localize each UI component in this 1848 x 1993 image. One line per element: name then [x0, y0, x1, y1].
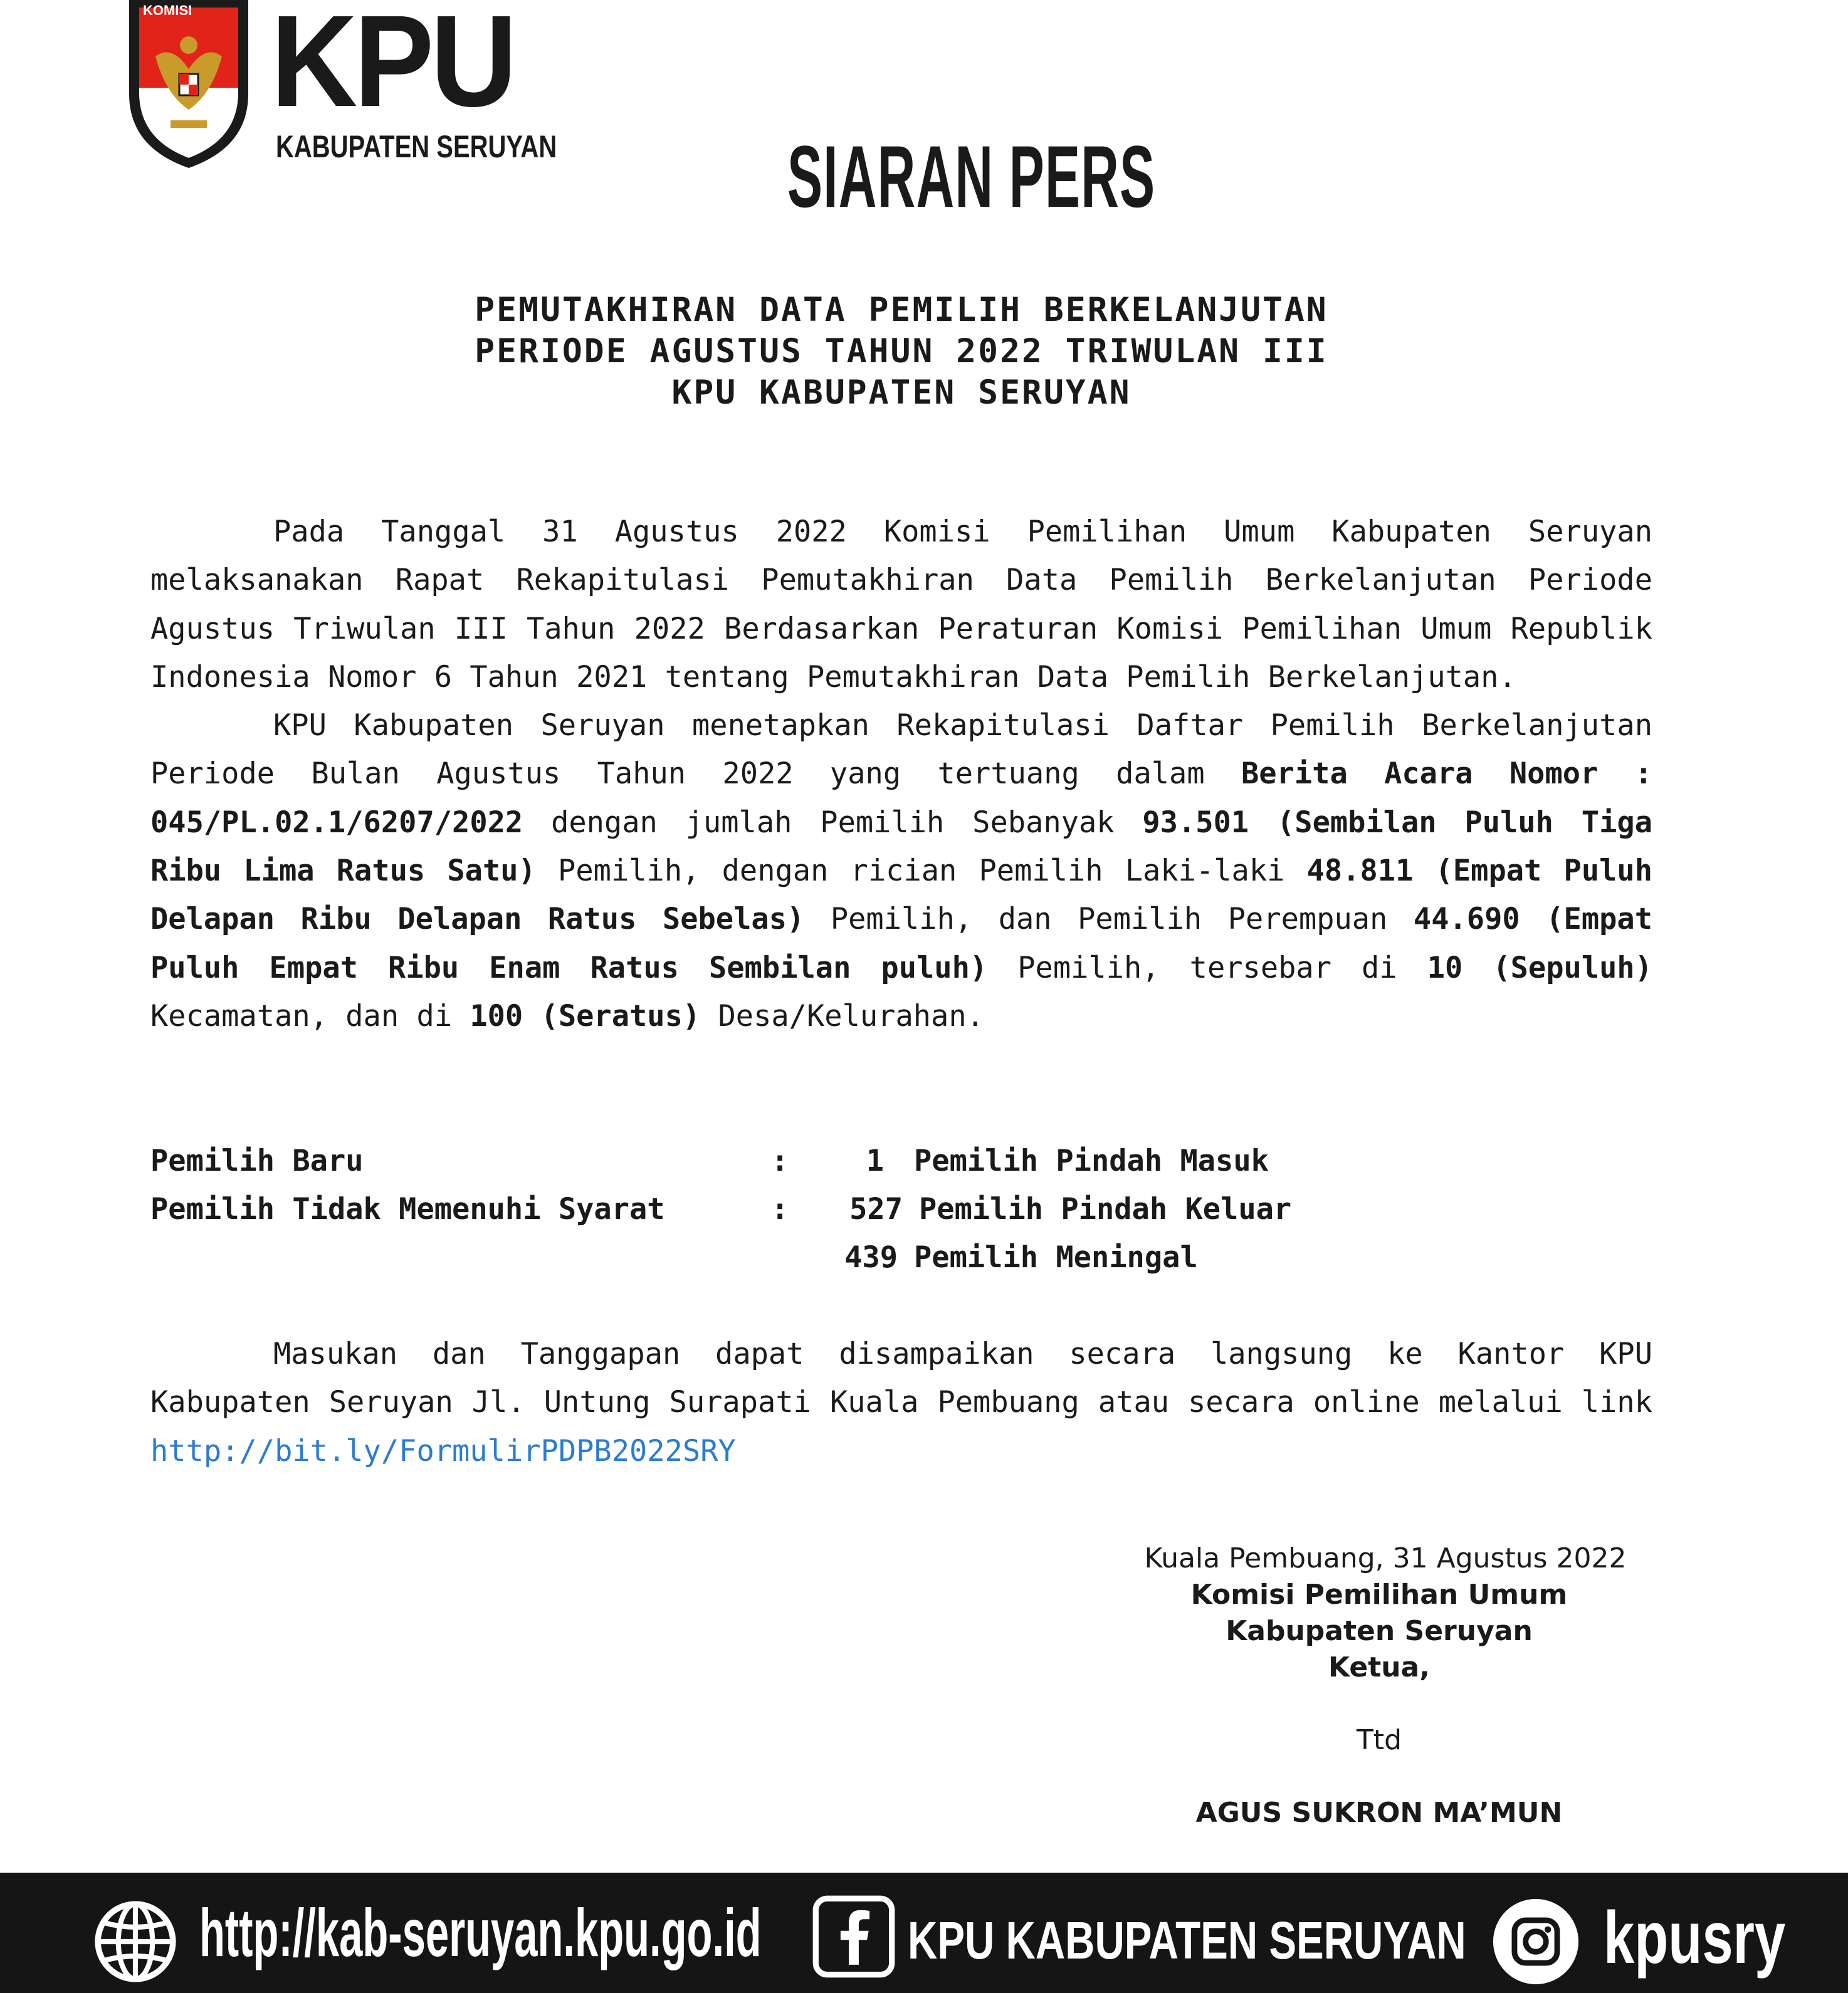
- headline: [150, 290, 1652, 414]
- globe-icon: [93, 1899, 178, 1984]
- stat-label: Pemilih Tidak Memenuhi Syarat: [150, 1192, 665, 1227]
- p2-bold-total: 93.501 (Sembilan Puluh Tiga Ribu Lima Ratus Satu): [150, 805, 1652, 889]
- press-release-title: SIARAN PERS: [787, 127, 1156, 226]
- stat-colon: :: [771, 1144, 789, 1178]
- headline-line-2: PERIODE AGUSTUS TAHUN 2022 TRIWULAN III: [475, 332, 1328, 370]
- p2-text-4: Pemilih, dan Pemilih Perempuan: [804, 902, 1414, 937]
- footer-bar: [0, 1873, 1848, 1993]
- signature-ttd: Ttd: [1356, 1724, 1402, 1756]
- feedback-link[interactable]: http://bit.ly/FormulirPDPB2022SRY: [150, 1433, 736, 1468]
- p2-text-3: Pemilih, dengan rician Pemilih Laki-laki: [535, 854, 1307, 889]
- signature-org-2: Kabupaten Seruyan: [1226, 1615, 1533, 1647]
- p2-bold-male: 48.811 (Empat Puluh Delapan Ribu Delapan Ratus Sebelas): [150, 854, 1652, 937]
- p3-text: Masukan dan Tanggapan dapat disampaikan secara langsung ke Kantor KPU Kabupaten Seruyan Jl. Untung Surapati Kuala Pembuang atau secara online melalui link: [150, 1337, 1652, 1420]
- paragraph-1: Pada Tanggal 31 Agustus 2022 Komisi Pemilihan Umum Kabupaten Seruyan melaksanakan Rapat Rekapitulasi Pemutakhiran Data Pemilih Berkelanjutan Periode Agustus Triwulan III Tahun 2022 Berdasarkan Peraturan Komisi Pemilihan Umum Republik Indonesia Nomor 6 Tahun 2021 tentang Pemutakhiran Data Pemilih Berkelanjutan.: [150, 515, 1652, 694]
- stat-value: 439: [844, 1240, 898, 1275]
- stat-desc: Pemilih Pindah Masuk: [914, 1144, 1269, 1178]
- facebook-icon[interactable]: [812, 1895, 895, 1978]
- instagram-icon[interactable]: [1489, 1895, 1582, 1988]
- p2-bold-berita-acara: Berita Acara Nomor : 045/PL.02.1/6207/2022: [150, 756, 1652, 840]
- p2-text-5: Pemilih, tersebar di: [987, 950, 1427, 985]
- headline-line-3: KPU KABUPATEN SERUYAN: [671, 374, 1131, 412]
- emblem-top-text: KOMISI: [143, 3, 192, 18]
- p2-bold-desa: 100 (Seratus): [470, 998, 701, 1033]
- stat-label: Pemilih Baru: [150, 1144, 364, 1178]
- stat-colon: :: [771, 1192, 789, 1227]
- p2-bold-kecamatan: 10 (Sepuluh): [1427, 950, 1653, 985]
- p2-text-7: Desa/Kelurahan.: [700, 998, 984, 1033]
- logo-subtitle: KABUPATEN SERUYAN: [276, 129, 557, 164]
- stat-value: 1: [866, 1144, 884, 1178]
- p2-text-6: Kecamatan, dan di: [150, 998, 470, 1033]
- p2-text-2: dengan jumlah Pemilih Sebanyak: [523, 805, 1143, 840]
- signature-role: Ketua,: [1328, 1651, 1430, 1683]
- footer-instagram[interactable]: kpusry: [1604, 1896, 1786, 1979]
- place-date: Kuala Pembuang, 31 Agustus 2022: [1144, 1542, 1627, 1574]
- p2-text-1: KPU Kabupaten Seruyan menetapkan Rekapitulasi Daftar Pemilih Berkelanjutan Periode Bulan Agustus Tahun 2022 yang tertuang dalam: [150, 708, 1652, 792]
- body-text: [150, 508, 1652, 1040]
- signature-block: [1016, 1541, 1743, 1831]
- footer-website[interactable]: http://kab-seruyan.kpu.go.id: [199, 1895, 762, 1970]
- p2-bold-female: 44.690 (Empat Puluh Empat Ribu Enam Ratus Sembilan puluh): [150, 902, 1653, 985]
- signatory-name: AGUS SUKRON MA’MUN: [1195, 1797, 1563, 1829]
- footer-facebook[interactable]: KPU KABUPATEN SERUYAN: [908, 1911, 1466, 1970]
- stat-desc: Pemilih Pindah Keluar: [919, 1192, 1292, 1227]
- signature-org-1: Komisi Pemilihan Umum: [1190, 1579, 1568, 1611]
- kpu-emblem-logo: [118, 0, 260, 169]
- stat-value: 527: [849, 1192, 903, 1227]
- paragraph-2: [150, 701, 1652, 1040]
- paragraph-3: [150, 1330, 1652, 1475]
- logo-kpu-text: KPU: [271, 0, 514, 134]
- stat-desc: Pemilih Meningal: [914, 1240, 1198, 1275]
- headline-line-1: PEMUTAKHIRAN DATA PEMILIH BERKELANJUTAN: [475, 291, 1328, 329]
